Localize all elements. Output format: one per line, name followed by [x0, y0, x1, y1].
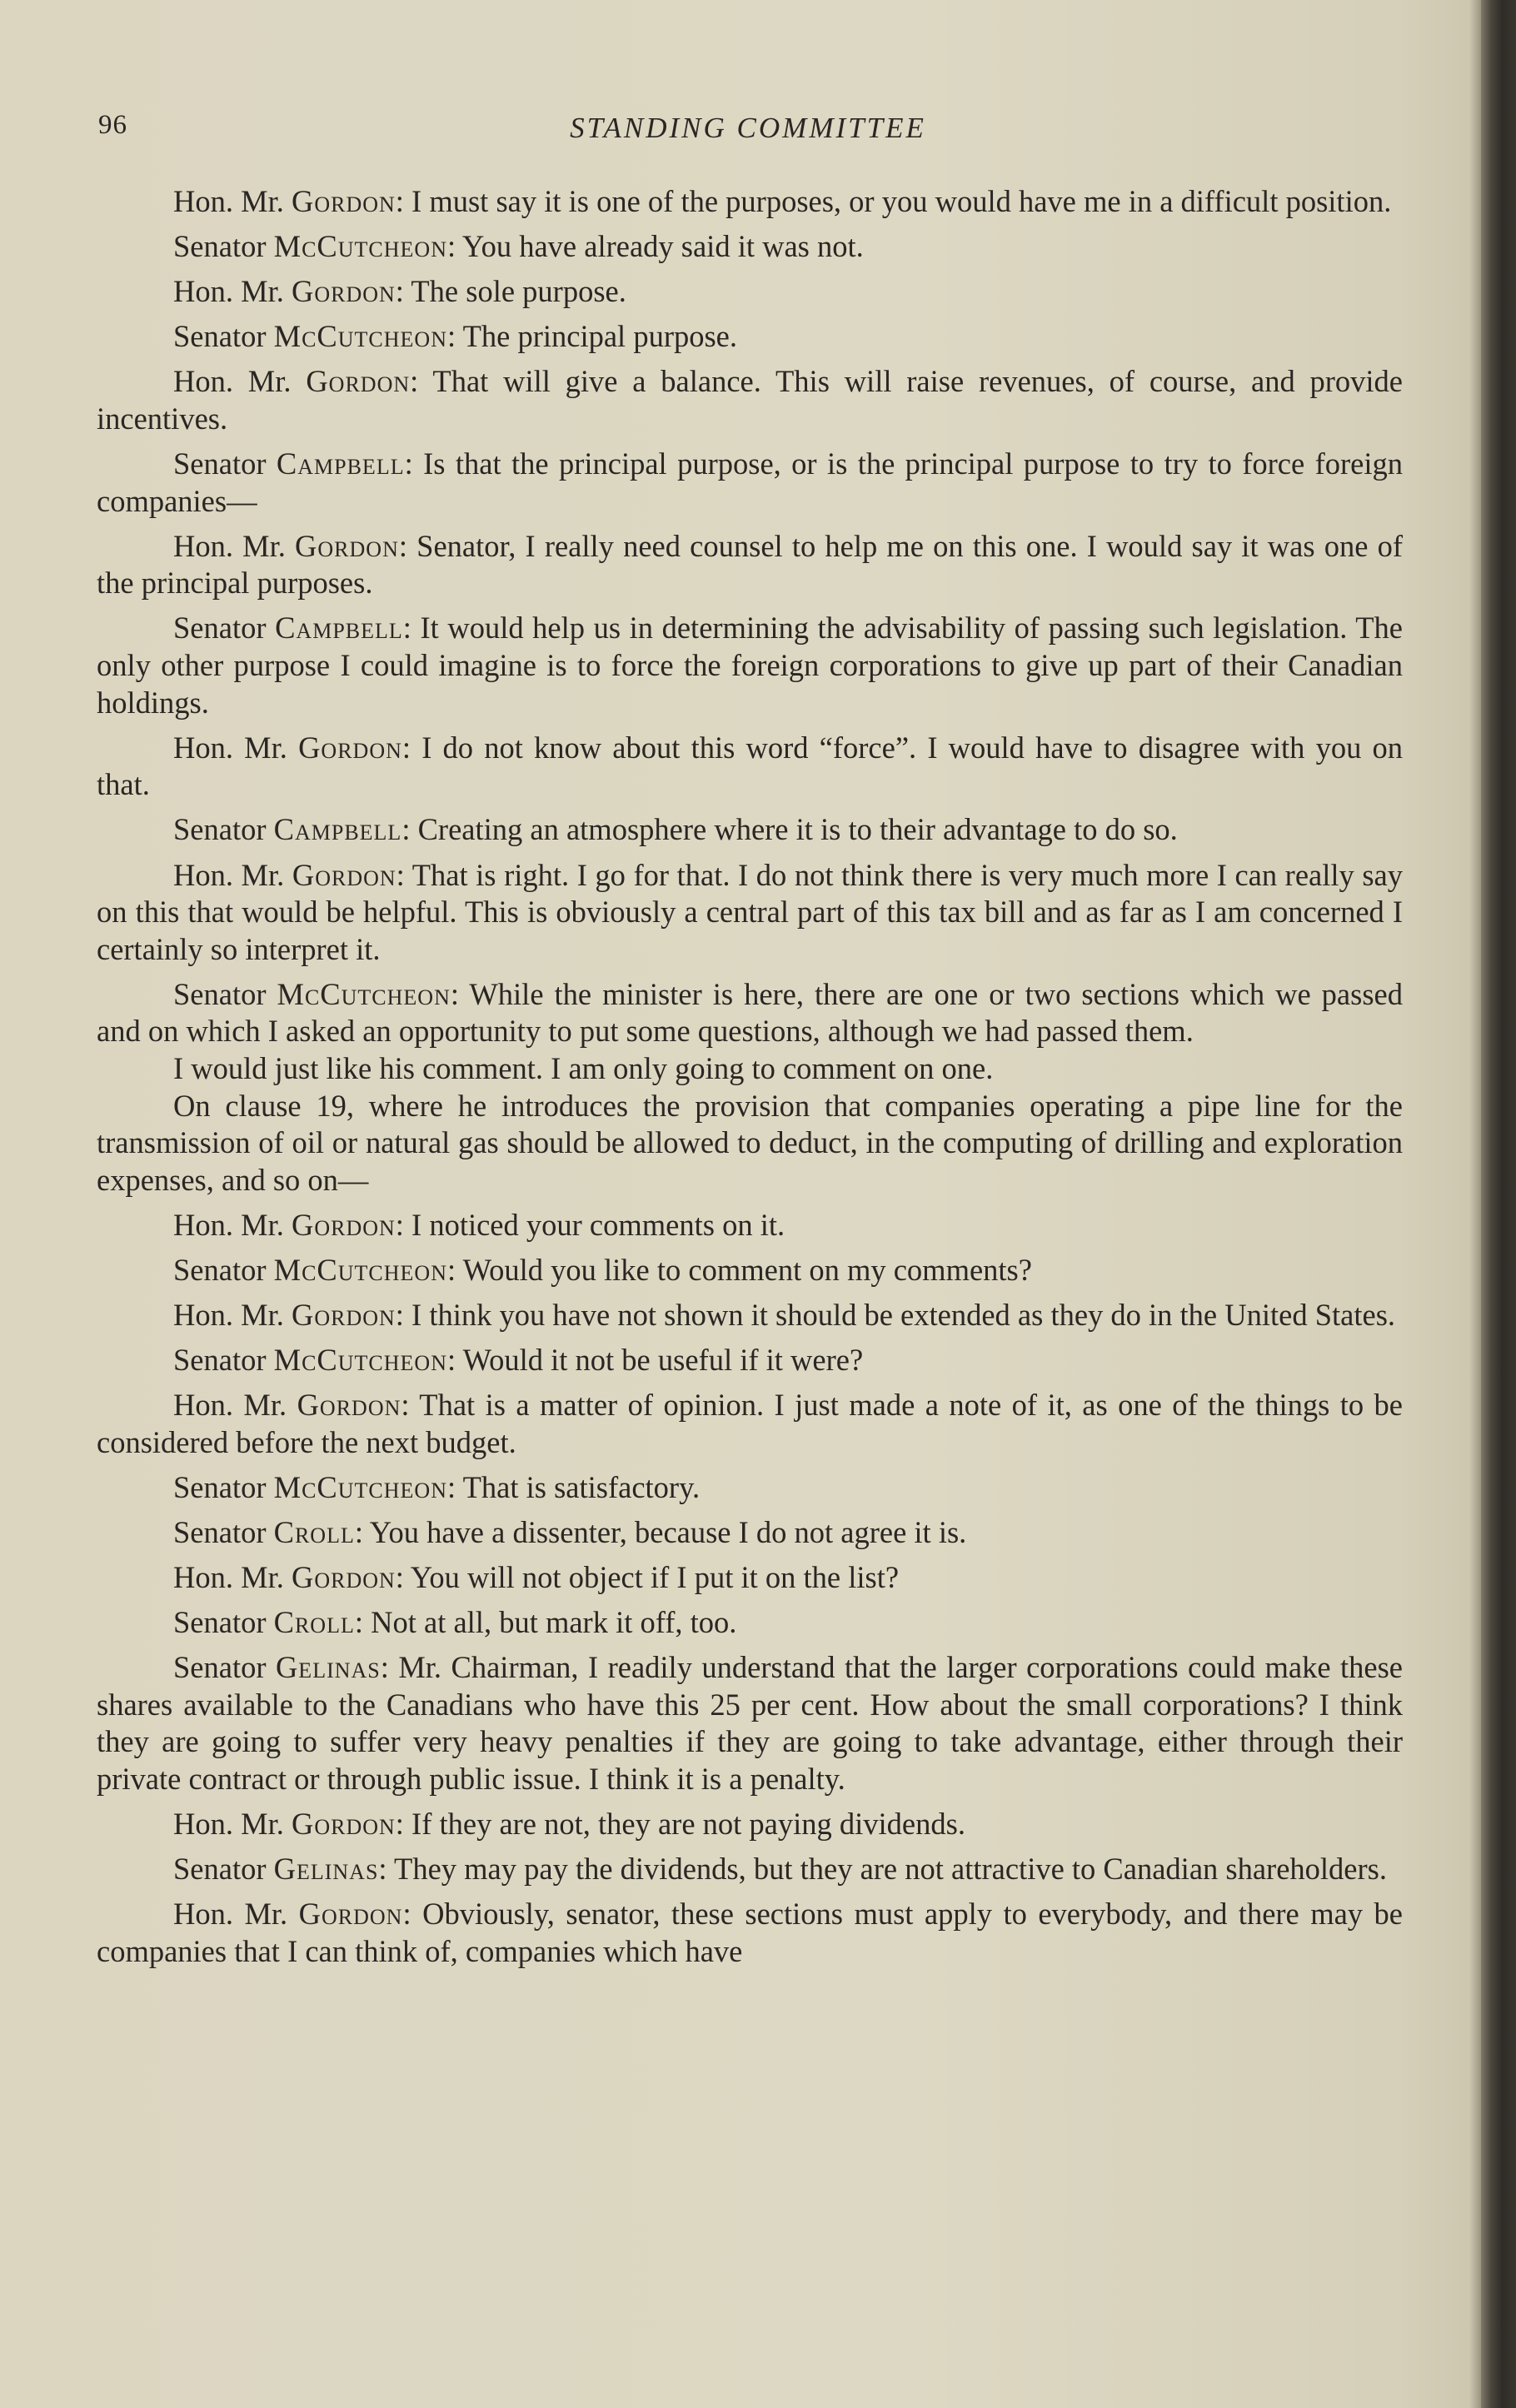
- paragraph-text: : You have already said it was not.: [446, 229, 864, 264]
- transcript-paragraph: [97, 318, 1403, 356]
- speaker-name: Gordon: [291, 274, 396, 309]
- speaker-name: McCutcheon: [273, 1469, 447, 1504]
- speaker-name: Gordon: [297, 1388, 401, 1423]
- page-gutter-shadow: [1469, 0, 1481, 2408]
- paragraph-text: On clause 19, where he introduces the provision that companies operating a pipe line for the transmission of oil or natural gas should be allowed to deduct, in the computing of drilling and exploration expenses, and so on—: [97, 1088, 1403, 1197]
- transcript-paragraph: [97, 1342, 1403, 1379]
- speaker-name: McCutcheon: [273, 319, 447, 354]
- speaker-title: Senator: [173, 1605, 274, 1640]
- speaker-title: Hon. Mr.: [173, 730, 299, 765]
- speaker-title: Senator: [173, 319, 274, 354]
- transcript-paragraph: [97, 228, 1403, 266]
- transcript-paragraph: [97, 1252, 1403, 1289]
- paragraph-text: : That is satisfactory.: [446, 1469, 701, 1504]
- paragraph-text: : I do not know about this word “force”. I would have to disagree with you on that.: [97, 730, 1403, 802]
- speaker-name: Croll: [273, 1605, 355, 1640]
- transcript-paragraph: [97, 1297, 1403, 1334]
- transcript-paragraph: [97, 528, 1403, 602]
- book-binding: [1481, 0, 1516, 2408]
- paragraph-text: : That will give a balance. This will raise revenues, of course, and provide incentives.: [97, 364, 1403, 436]
- transcript-paragraph: [97, 1559, 1403, 1597]
- paragraph-text: : If they are not, they are not paying dividends.: [395, 1807, 965, 1842]
- speaker-name: Campbell: [273, 812, 402, 847]
- transcript-paragraph: [97, 1604, 1403, 1642]
- transcript-paragraph: [97, 1050, 1403, 1088]
- speaker-title: Senator: [173, 1252, 274, 1287]
- paragraph-text: : Senator, I really need counsel to help me on this one. I would say it was one of the principal purposes.: [97, 528, 1403, 601]
- paragraph-text: : I must say it is one of the purposes, or you would have me in a difficult position.: [395, 184, 1392, 218]
- page-number: 96: [98, 110, 127, 140]
- paragraph-text: : The principal purpose.: [446, 319, 737, 354]
- speaker-name: Campbell: [275, 611, 403, 646]
- transcript-paragraph: [97, 273, 1403, 311]
- speaker-title: Senator: [173, 229, 274, 264]
- transcript-paragraph: [97, 446, 1403, 520]
- transcript-paragraph: [97, 1469, 1403, 1507]
- speaker-name: McCutcheon: [273, 229, 447, 264]
- paragraph-text: : That is a matter of opinion. I just made a note of it, as one of the things to be considered before the next budget.: [97, 1388, 1403, 1459]
- speaker-title: Senator: [173, 611, 276, 646]
- speaker-name: Gordon: [298, 1897, 403, 1932]
- speaker-title: Senator: [173, 1469, 274, 1504]
- transcript-paragraph: [97, 857, 1403, 969]
- speaker-title: Hon. Mr.: [173, 1388, 297, 1423]
- paragraph-text: : Mr. Chairman, I readily understand that the larger corporations could make these shares available to the Canadians who have this 25 per cent. How about the small corporations? I think they are going to suffer very heavy penalties if they are going to take advantage, either through their private contract or through public issue. I think it is a penalty.: [97, 1650, 1404, 1797]
- speaker-name: Gordon: [291, 184, 396, 218]
- speaker-title: Senator: [173, 1650, 276, 1685]
- paragraph-text: : The sole purpose.: [395, 274, 626, 309]
- paragraph-text: : They may pay the dividends, but they are not attractive to Canadian shareholders.: [378, 1852, 1387, 1887]
- transcript-paragraph: [97, 976, 1403, 1050]
- transcript-paragraph: [97, 1851, 1403, 1888]
- speaker-name: McCutcheon: [273, 1252, 447, 1287]
- speaker-title: Hon. Mr.: [173, 364, 307, 399]
- transcript-paragraph: [97, 811, 1403, 849]
- paragraph-text: : You will not object if I put it on the list?: [395, 1560, 900, 1595]
- transcript-paragraph: [97, 183, 1403, 221]
- transcript-paragraph: [97, 1896, 1403, 1970]
- speaker-name: Gordon: [291, 1207, 396, 1242]
- paragraph-text: : Creating an atmosphere where it is to their advantage to do so.: [401, 812, 1178, 847]
- running-head-title: STANDING COMMITTEE: [570, 112, 926, 144]
- speaker-name: Gordon: [291, 1298, 396, 1333]
- speaker-title: Hon. Mr.: [173, 184, 292, 218]
- speaker-name: Campbell: [276, 446, 405, 481]
- speaker-title: Hon. Mr.: [173, 528, 296, 563]
- transcript-paragraph: [97, 1649, 1403, 1797]
- speaker-name: McCutcheon: [277, 976, 451, 1011]
- speaker-name: Gordon: [298, 730, 402, 765]
- speaker-title: Senator: [173, 976, 277, 1011]
- speaker-name: Gordon: [291, 1807, 396, 1842]
- speaker-title: Senator: [173, 1343, 274, 1378]
- transcript-paragraph: [97, 1088, 1403, 1199]
- speaker-title: Hon. Mr.: [173, 1807, 292, 1842]
- page-header: [98, 110, 1398, 152]
- speaker-name: Gelinas: [273, 1852, 379, 1887]
- paragraph-text: : Would you like to comment on my comments?: [446, 1252, 1032, 1287]
- speaker-title: Senator: [173, 1515, 274, 1549]
- transcript-paragraph: [97, 730, 1403, 804]
- transcript-paragraph: [97, 1514, 1403, 1552]
- paragraph-text: : While the minister is here, there are one or two sections which we passed and on which I asked an opportunity to put some questions, although we had passed them.: [97, 976, 1403, 1049]
- transcript-paragraph: [97, 1207, 1403, 1244]
- speaker-title: Senator: [173, 446, 277, 481]
- speaker-name: Gordon: [306, 364, 411, 399]
- paragraph-text: : That is right. I go for that. I do not think there is very much more I can really say on this that would be helpful. This is obviously a central part of this tax bill and as far as I am concerned I certainly so interpret it.: [97, 857, 1403, 966]
- speaker-name: Gordon: [291, 1560, 396, 1595]
- paragraph-text: : I noticed your comments on it.: [395, 1207, 785, 1242]
- transcript-paragraph: [97, 1806, 1403, 1843]
- speaker-name: Gelinas: [275, 1650, 381, 1685]
- transcript-paragraph: [97, 363, 1403, 437]
- speaker-title: Hon. Mr.: [173, 274, 292, 309]
- speaker-title: Hon. Mr.: [173, 1298, 292, 1333]
- paragraph-text: : You have a dissenter, because I do not agree it is.: [354, 1515, 967, 1549]
- paragraph-text: : Would it not be useful if it were?: [446, 1343, 864, 1378]
- paragraph-text: : It would help us in determining the advisability of passing such legislation. The only other purpose I could imagine is to force the foreign corporations to give up part of their Canadian holdings.: [97, 611, 1403, 720]
- speaker-name: McCutcheon: [273, 1343, 447, 1378]
- speaker-title: Hon. Mr.: [173, 1897, 299, 1932]
- speaker-title: Hon. Mr.: [173, 1560, 292, 1595]
- speaker-title: Senator: [173, 812, 274, 847]
- paragraph-text: : Not at all, but mark it off, too.: [354, 1605, 737, 1640]
- transcript-paragraph: [97, 1387, 1403, 1461]
- paragraph-text: : Obviously, senator, these sections must apply to everybody, and there may be companies that I can think of, companies which have: [97, 1897, 1403, 1968]
- speaker-title: Senator: [173, 1852, 274, 1887]
- speaker-title: Hon. Mr.: [173, 1207, 292, 1242]
- speaker-name: Gordon: [292, 857, 396, 892]
- speaker-title: Hon. Mr.: [173, 857, 292, 892]
- speaker-name: Gordon: [295, 528, 399, 563]
- transcript-paragraph: [97, 610, 1403, 721]
- speaker-name: Croll: [273, 1515, 355, 1549]
- paragraph-text: I would just like his comment. I am only going to comment on one.: [173, 1050, 994, 1085]
- paragraph-text: : I think you have not shown it should be extended as they do in the United States.: [395, 1298, 1396, 1333]
- paragraph-text: : Is that the principal purpose, or is the principal purpose to try to force foreign companies—: [97, 446, 1403, 518]
- transcript-body: [97, 183, 1403, 1978]
